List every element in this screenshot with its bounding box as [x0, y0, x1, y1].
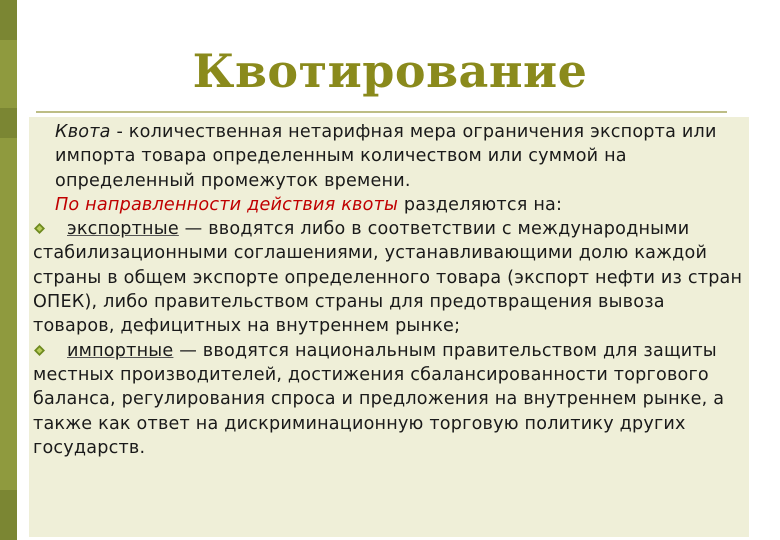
- classification-text: разделяются на:: [398, 194, 563, 215]
- left-accent-bar: [0, 0, 17, 540]
- diamond-bullet-icon: [34, 223, 45, 234]
- left-bar-segment: [0, 0, 17, 40]
- bullet-export-term: экспортные: [67, 219, 179, 240]
- left-bar-segment: [0, 490, 17, 540]
- bullet-import-text: — вводятся национальным правительством для защиты местных производителей, достижения сбалансированности торгового баланса, регулирования спроса и предложения на внутреннем рынке, а также как ответ на дискриминационную торговую политику других государств.: [33, 340, 725, 458]
- classification-paragraph: [33, 193, 745, 217]
- bullet-import: [33, 339, 745, 460]
- bullet-import-term: импортные: [67, 340, 174, 361]
- definition-paragraph: [33, 120, 745, 193]
- classification-red-text: По направленности действия квоты: [55, 194, 399, 215]
- definition-text: - количественная нетарифная мера ограничения экспорта или импорта товара определенным количеством или суммой на определенный промежуток времени.: [55, 122, 717, 191]
- diamond-bullet-icon: [34, 345, 45, 356]
- left-bar-segment: [0, 108, 17, 138]
- bullet-export: [33, 217, 745, 338]
- title-divider: [36, 111, 727, 113]
- definition-term: Квота: [55, 122, 111, 142]
- slide-content: [33, 120, 745, 460]
- slide-title: Квотирование: [192, 44, 588, 98]
- bullet-export-text: — вводятся либо в соответствии с международными стабилизационными соглашениями, устанавливающими долю каждой страны в общем экспорте определенного товара (экспорт нефти из стран ОПЕК), либо правительством страны для предотвращения вывоза товаров, дефицитных на внутреннем рынке;: [33, 219, 743, 337]
